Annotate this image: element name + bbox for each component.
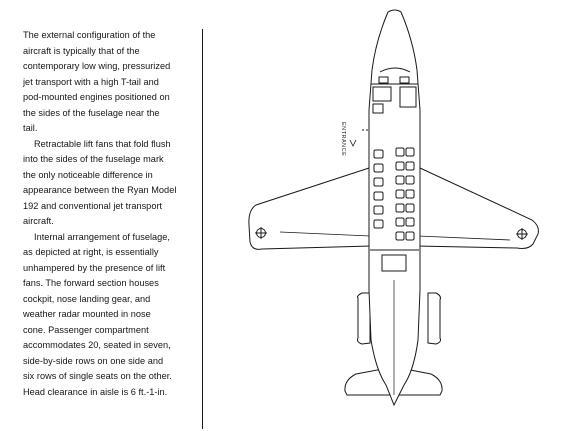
article-paragraph-1: The external configuration of the aircraft is typically that of the contemporary low wing, pressurized jet transport with a high T-tail and pod-mounted engines positioned on the sides of the fuselage near the tail. bbox=[23, 30, 171, 133]
left-wing bbox=[249, 168, 371, 249]
left-engine-pod bbox=[358, 293, 371, 344]
fuselage bbox=[369, 10, 420, 405]
aircraft-plan-diagram bbox=[210, 0, 586, 431]
entrance-door-arrow-icon bbox=[350, 140, 356, 146]
article-paragraph-3: Internal arrangement of fuselage, as depicted at right, is essentially unhampered by the presence of lift fans. The forward section houses cockpit, nose landing gear, and weather radar mounted in nose cone. Passenger compartment accommodates 20, seated in seven, side-by-side rows on one side and six rows of single seats on the other. Head clearance in aisle is 6 ft.-1-in. bbox=[23, 231, 172, 397]
article-text bbox=[23, 28, 201, 400]
right-engine-pod bbox=[428, 293, 441, 344]
entrance-label: ENTRANCE bbox=[340, 122, 346, 157]
article-paragraph-2: Retractable lift fans that fold flush into the sides of the fuselage mark the only noticeable difference in appearance between the Ryan Model 192 and conventional jet transport aircraft. bbox=[23, 138, 177, 226]
column-divider bbox=[202, 29, 203, 429]
